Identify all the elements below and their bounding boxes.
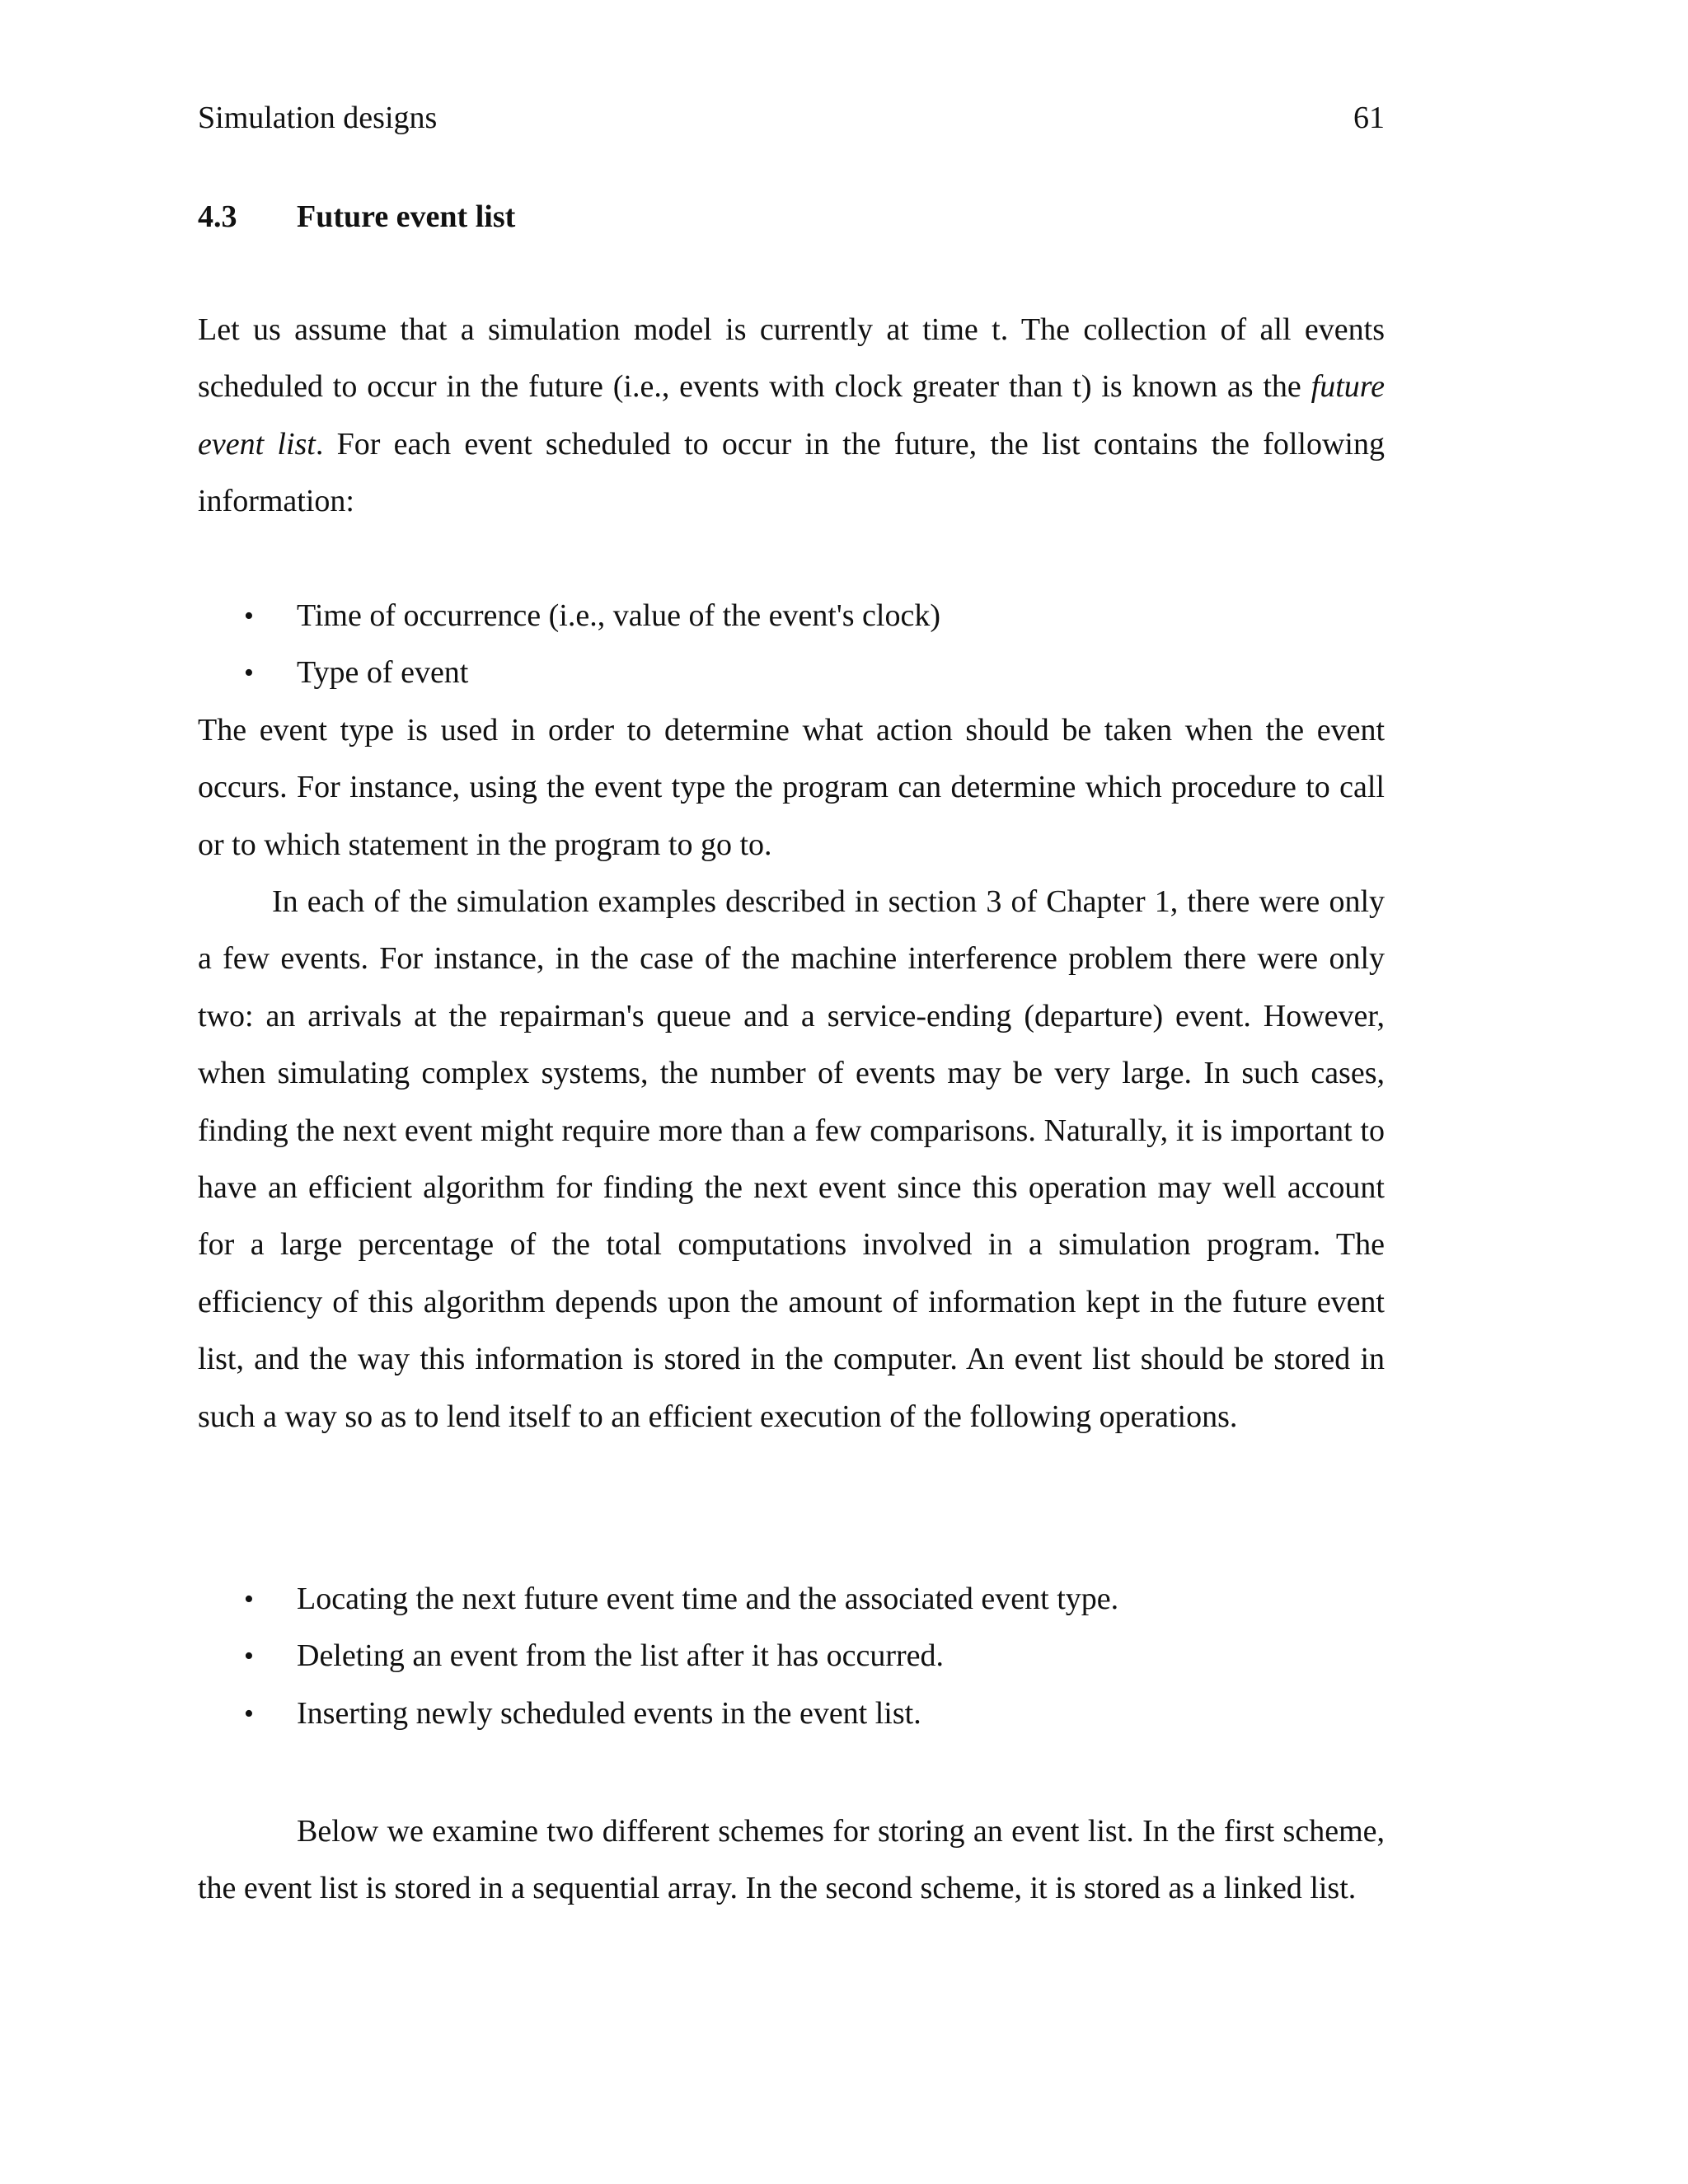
operations-list: [198, 1571, 1385, 1742]
intro-term: future event list: [198, 369, 1385, 462]
list-item: [198, 644, 1385, 701]
intro-paragraph: [198, 302, 1385, 531]
list-item: [198, 1628, 1385, 1685]
bullet-icon: •: [244, 658, 254, 689]
list-item-text: Deleting an event from the list after it has occurred.: [297, 1638, 945, 1674]
page-number: 61: [1353, 101, 1385, 135]
running-head-title: Simulation designs: [198, 101, 438, 135]
bullet-icon: •: [244, 1584, 254, 1615]
list-item: [198, 1571, 1385, 1628]
list-item-text: Locating the next future event time and the associated event type.: [297, 1582, 1119, 1616]
information-list: [198, 588, 1385, 702]
list-item-text: Inserting newly scheduled events in the event list.: [297, 1695, 921, 1731]
list-item-text: Time of occurrence (i.e., value of the event's clock): [297, 598, 940, 633]
intro-lead-text: Let us assume that a simulation model is currently at time t. The collection of all events scheduled to occur in the future (i.e., events with clock greater than t) is known as the: [198, 312, 1385, 405]
bullet-icon: •: [244, 1641, 254, 1672]
running-head: [198, 97, 1385, 138]
document-page: [198, 0, 1385, 2184]
section-title: Future event list: [297, 199, 516, 234]
list-item: [198, 1685, 1385, 1742]
simulation-examples-paragraph: In each of the simulation examples described in section 3 of Chapter 1, there were only a few events. For instance, in the case of the machine interference problem there were only two: an arrivals at the repairman's queue and a service-ending (departure) event. However, when simulating complex systems, the number of events may be very large. In such cases, finding the next event might require more than a few comparisons. Naturally, it is important to have an efficient algorithm for finding the next event since this operation may well account for a large percentage of the total computations involved in a simulation program. The efficiency of this algorithm depends upon the amount of information kept in the future event list, and the way this information is stored in the computer. An event list should be stored in such a way so as to lend itself to an efficient execution of the following operations.: [198, 884, 1385, 1434]
intro-paragraph-block: [198, 302, 1385, 531]
bullet-icon: •: [244, 601, 254, 631]
section-number: 4.3: [198, 199, 237, 234]
list-item: [198, 588, 1385, 644]
bullet-icon: •: [244, 1698, 254, 1729]
event-type-paragraph: The event type is used in order to determine what action should be taken when the event occurs. For instance, using the event type the program can determine which procedure to call or to which statement in the program to go to.: [198, 712, 1385, 862]
closing-paragraph-block: [198, 1803, 1385, 1918]
list-item-text: Type of event: [297, 655, 469, 691]
operations-list-block: [198, 1571, 1385, 1742]
information-list-block: [198, 588, 1385, 1446]
section-heading: [198, 196, 1385, 237]
closing-paragraph: Below we examine two different schemes for storing an event list. In the first scheme, the event list is stored in a sequential array. In the second scheme, it is stored as a linked list.: [198, 1814, 1385, 1906]
intro-rest-text: . For each event scheduled to occur in the future, the list contains the following information:: [198, 426, 1385, 519]
